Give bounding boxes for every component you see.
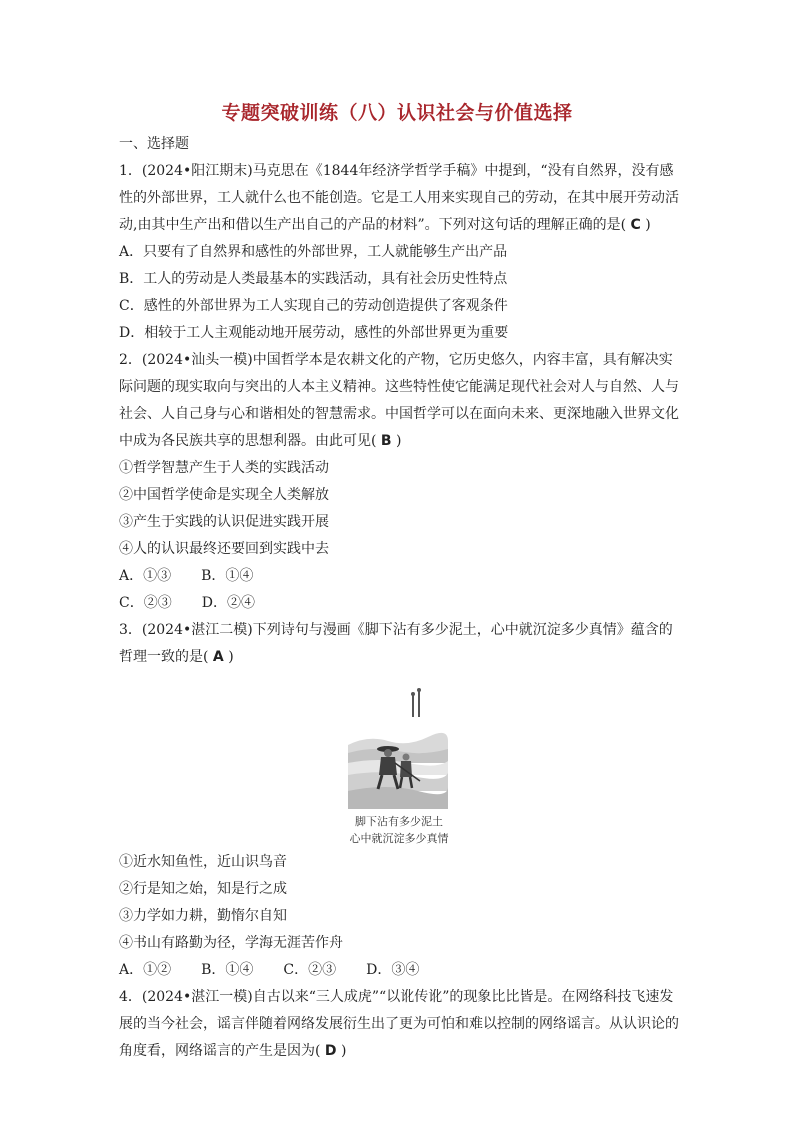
question-2-statement: ④人的认识最终还要回到实践中去 <box>119 541 329 557</box>
question-3-statement: ①近水知鱼性，近山识鸟音 <box>119 854 287 870</box>
question-3-statement: ④书山有路勤为径，学海无涯苦作舟 <box>119 935 343 951</box>
question-3-choice: C．②③ <box>283 962 337 978</box>
question-1-text: 1．(2024•阳江期末)马克思在《1844年经济学哲学手稿》中提到，“没有自然界，没有感性的外部世界，工人就什么也不能创造。它是工人用来实现自己的劳动，在其中展开劳动活动,由其中生产出和借以生产出自己的产品的材料”。下列对这句话的理解正确的是( <box>119 163 679 233</box>
question-4 <box>119 984 679 1065</box>
question-2-answer: B <box>380 433 392 449</box>
question-4-close: ) <box>341 1043 347 1059</box>
question-4-answer: D <box>324 1043 337 1059</box>
question-3-choice: D．③④ <box>366 962 420 978</box>
question-2 <box>119 347 679 455</box>
question-3-statement: ②行是知之始，知是行之成 <box>119 881 287 897</box>
question-2-statement: ③产生于实践的认识促进实践开展 <box>119 514 329 530</box>
question-2-choice: C．②③ <box>119 595 172 611</box>
question-2-choice: D．②④ <box>201 595 255 611</box>
question-3-text: 3．(2024•湛江二模)下列诗句与漫画《脚下沾有多少泥土，心中就沉淀多少真情》蕴含的哲理一致的是( <box>119 622 673 665</box>
question-4-text: 4．(2024•湛江一模)自古以来“三人成虎”“以讹传讹”的现象比比皆是。在网络科技飞速发展的当今社会，谣言伴随着网络发展衍生出了更为可怕和难以控制的网络谣言。从认识论的角度看，网络谣言的产生是因为( <box>119 989 679 1059</box>
question-3 <box>119 617 679 671</box>
cartoon-caption <box>119 813 679 847</box>
question-3-choices-row <box>119 957 679 984</box>
question-3-answer: A <box>212 649 224 665</box>
question-2-choice: B．①④ <box>201 568 254 584</box>
question-2-choices-row <box>119 563 679 590</box>
question-3-statement: ③力学如力耕，勤惰尔自知 <box>119 908 287 924</box>
question-2-choices-row <box>119 590 679 617</box>
question-1-answer: C <box>630 217 641 233</box>
question-2-choice: A．①③ <box>119 568 172 584</box>
question-2-statement: ②中国哲学使命是实现全人类解放 <box>119 487 329 503</box>
page-title: 专题突破训练（八）认识社会与价值选择 <box>221 102 573 124</box>
cartoon-illustration <box>119 683 679 809</box>
question-1 <box>119 158 679 239</box>
question-3-choice: B．①④ <box>201 962 254 978</box>
caption-line: 脚下沾有多少泥土 <box>355 815 443 828</box>
question-3-close: ) <box>228 649 234 665</box>
question-1-option: C．感性的外部世界为工人实现自己的劳动创造提供了客观条件 <box>119 298 508 314</box>
question-1-close: ) <box>645 217 651 233</box>
caption-line: 心中就沉淀多少真情 <box>349 832 449 845</box>
question-2-statement: ①哲学智慧产生于人类的实践活动 <box>119 460 329 476</box>
question-2-close: ) <box>396 433 402 449</box>
question-1-option: A．只要有了自然界和感性的外部世界，工人就能够生产出产品 <box>119 244 508 260</box>
question-list <box>119 131 679 1065</box>
cartoon-image <box>348 683 448 809</box>
question-3-choice: A．①② <box>119 962 172 978</box>
question-1-option: B．工人的劳动是人类最基本的实践活动，具有社会历史性特点 <box>119 271 508 287</box>
question-1-option: D．相较于工人主观能动地开展劳动，感性的外部世界更为重要 <box>119 325 509 341</box>
question-2-text: 2．(2024•汕头一模)中国哲学本是农耕文化的产物，它历史悠久，内容丰富，具有解决实际问题的现实取向与突出的人本主义精神。这些特性使它能满足现代社会对人与自然、人与社会、人自己身与心和谐相处的智慧需求。中国哲学可以在面向未来、更深地融入世界文化中成为各民族共享的思想利器。由此可见( <box>119 352 679 449</box>
section-heading: 一、选择题 <box>119 136 189 152</box>
